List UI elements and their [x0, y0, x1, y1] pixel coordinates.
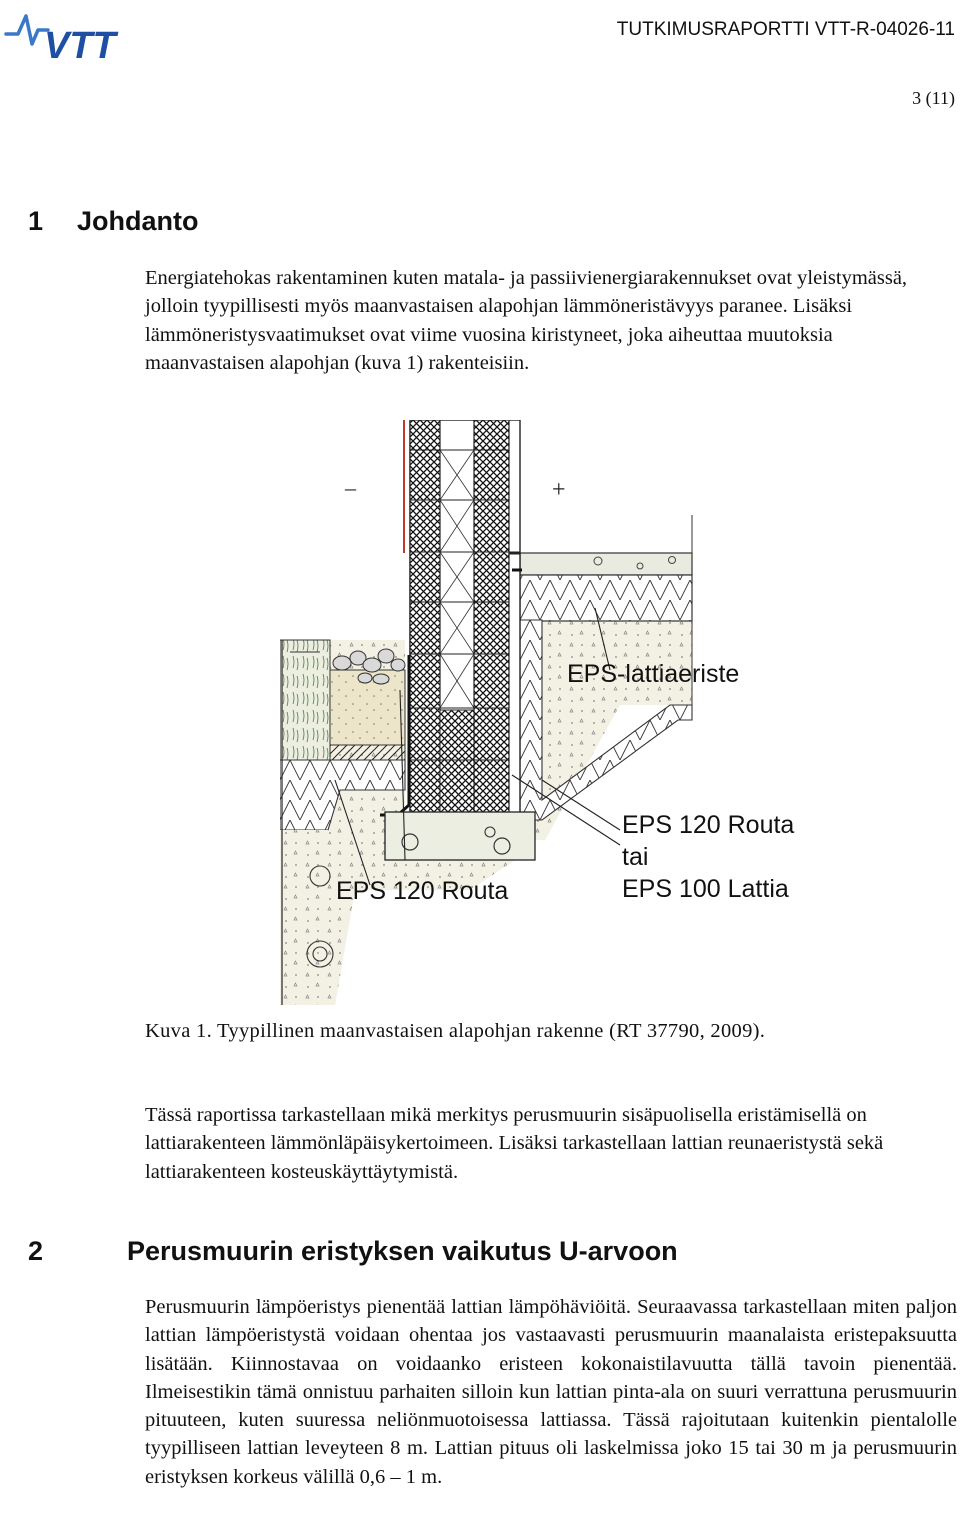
label-inner-line2: tai [622, 843, 649, 871]
report-id: TUTKIMUSRAPORTTI VTT-R-04026-11 [616, 19, 955, 40]
label-inner-line3: EPS 100 Lattia [622, 875, 789, 903]
label-floor-insulation: EPS-lattiaeriste [567, 660, 740, 688]
minus-sign: – [345, 475, 356, 500]
pulse-line-icon [6, 16, 48, 44]
figure-caption: Kuva 1. Tyypillinen maanvastaisen alapohjan rakenne (RT 37790, 2009). [145, 1020, 766, 1042]
section-title: Perusmuurin eristyksen vaikutus U-arvoon [127, 1236, 678, 1266]
label-outer: EPS 120 Routa [336, 877, 509, 905]
body-paragraph: Perusmuurin lämpöeristys pienentää lattian lämpöhäviöitä. Seuraavassa tarkastellaan miten paljon lattian lämpöeristystä voidaan ohentaa jos vastaavasti perusmuurin maanalaista eristepaksuutta lisätään. Kiinnostavaa on voidaanko eristeen kokonaistilavuutta tällä tavoin pienentää. Ilmeisestikin tämä onnistuu parhaiten silloin kun lattian pinta-ala on suuri verrattuna perusmuurin pituuteen, kuten suuressa neliönmuotoisessa lattiassa. Tässä rajoitutaan kuitenkin pientalolle tyypilliseen lattian leveyteen 8 m. Lattian pituus oli laskelmissa joko 15 tai 30 m ja perusmuurin eristyksen korkeus välillä 0,6 – 1 m. [145, 1296, 957, 1488]
section-number: 2 [28, 1236, 44, 1266]
label-inner-line1: EPS 120 Routa [622, 811, 795, 839]
section-number: 1 [28, 206, 44, 236]
body-paragraph: Tässä raportissa tarkastellaan mikä merkitys perusmuurin sisäpuolisella eristämisellä on lattiarakenteen lämmönläpäisykertoimeen. Lisäksi tarkastellaan lattian reunaeristystä sekä lattiarakenteen kosteuskäyttäytymistä. [145, 1104, 884, 1183]
foundation-cross-section-figure [280, 420, 825, 1010]
page-number: 3 (11) [912, 88, 955, 108]
soil-layer [280, 640, 330, 760]
eps-floor-insulation [520, 575, 692, 621]
floor-slab [520, 553, 692, 575]
vtt-logo [4, 6, 160, 67]
footing [385, 812, 535, 860]
intro-paragraph: Energiatehokas rakentaminen kuten matala- ja passiivienergiarakennukset ovat yleistymässä, jolloin tyypillisesti myös maanvastaisen alapohjan lämmöneristävyys paranee. Lisäksi lämmöneristysvaatimukset ovat viime vuosina kiristyneet, joka aiheuttaa muutoksia maanvastaisen alapohjan (kuva 1) rakenteisiin. [145, 267, 908, 374]
section-title: Johdanto [77, 206, 199, 236]
plus-sign: + [552, 477, 566, 503]
logo-text: VTT [44, 25, 116, 62]
